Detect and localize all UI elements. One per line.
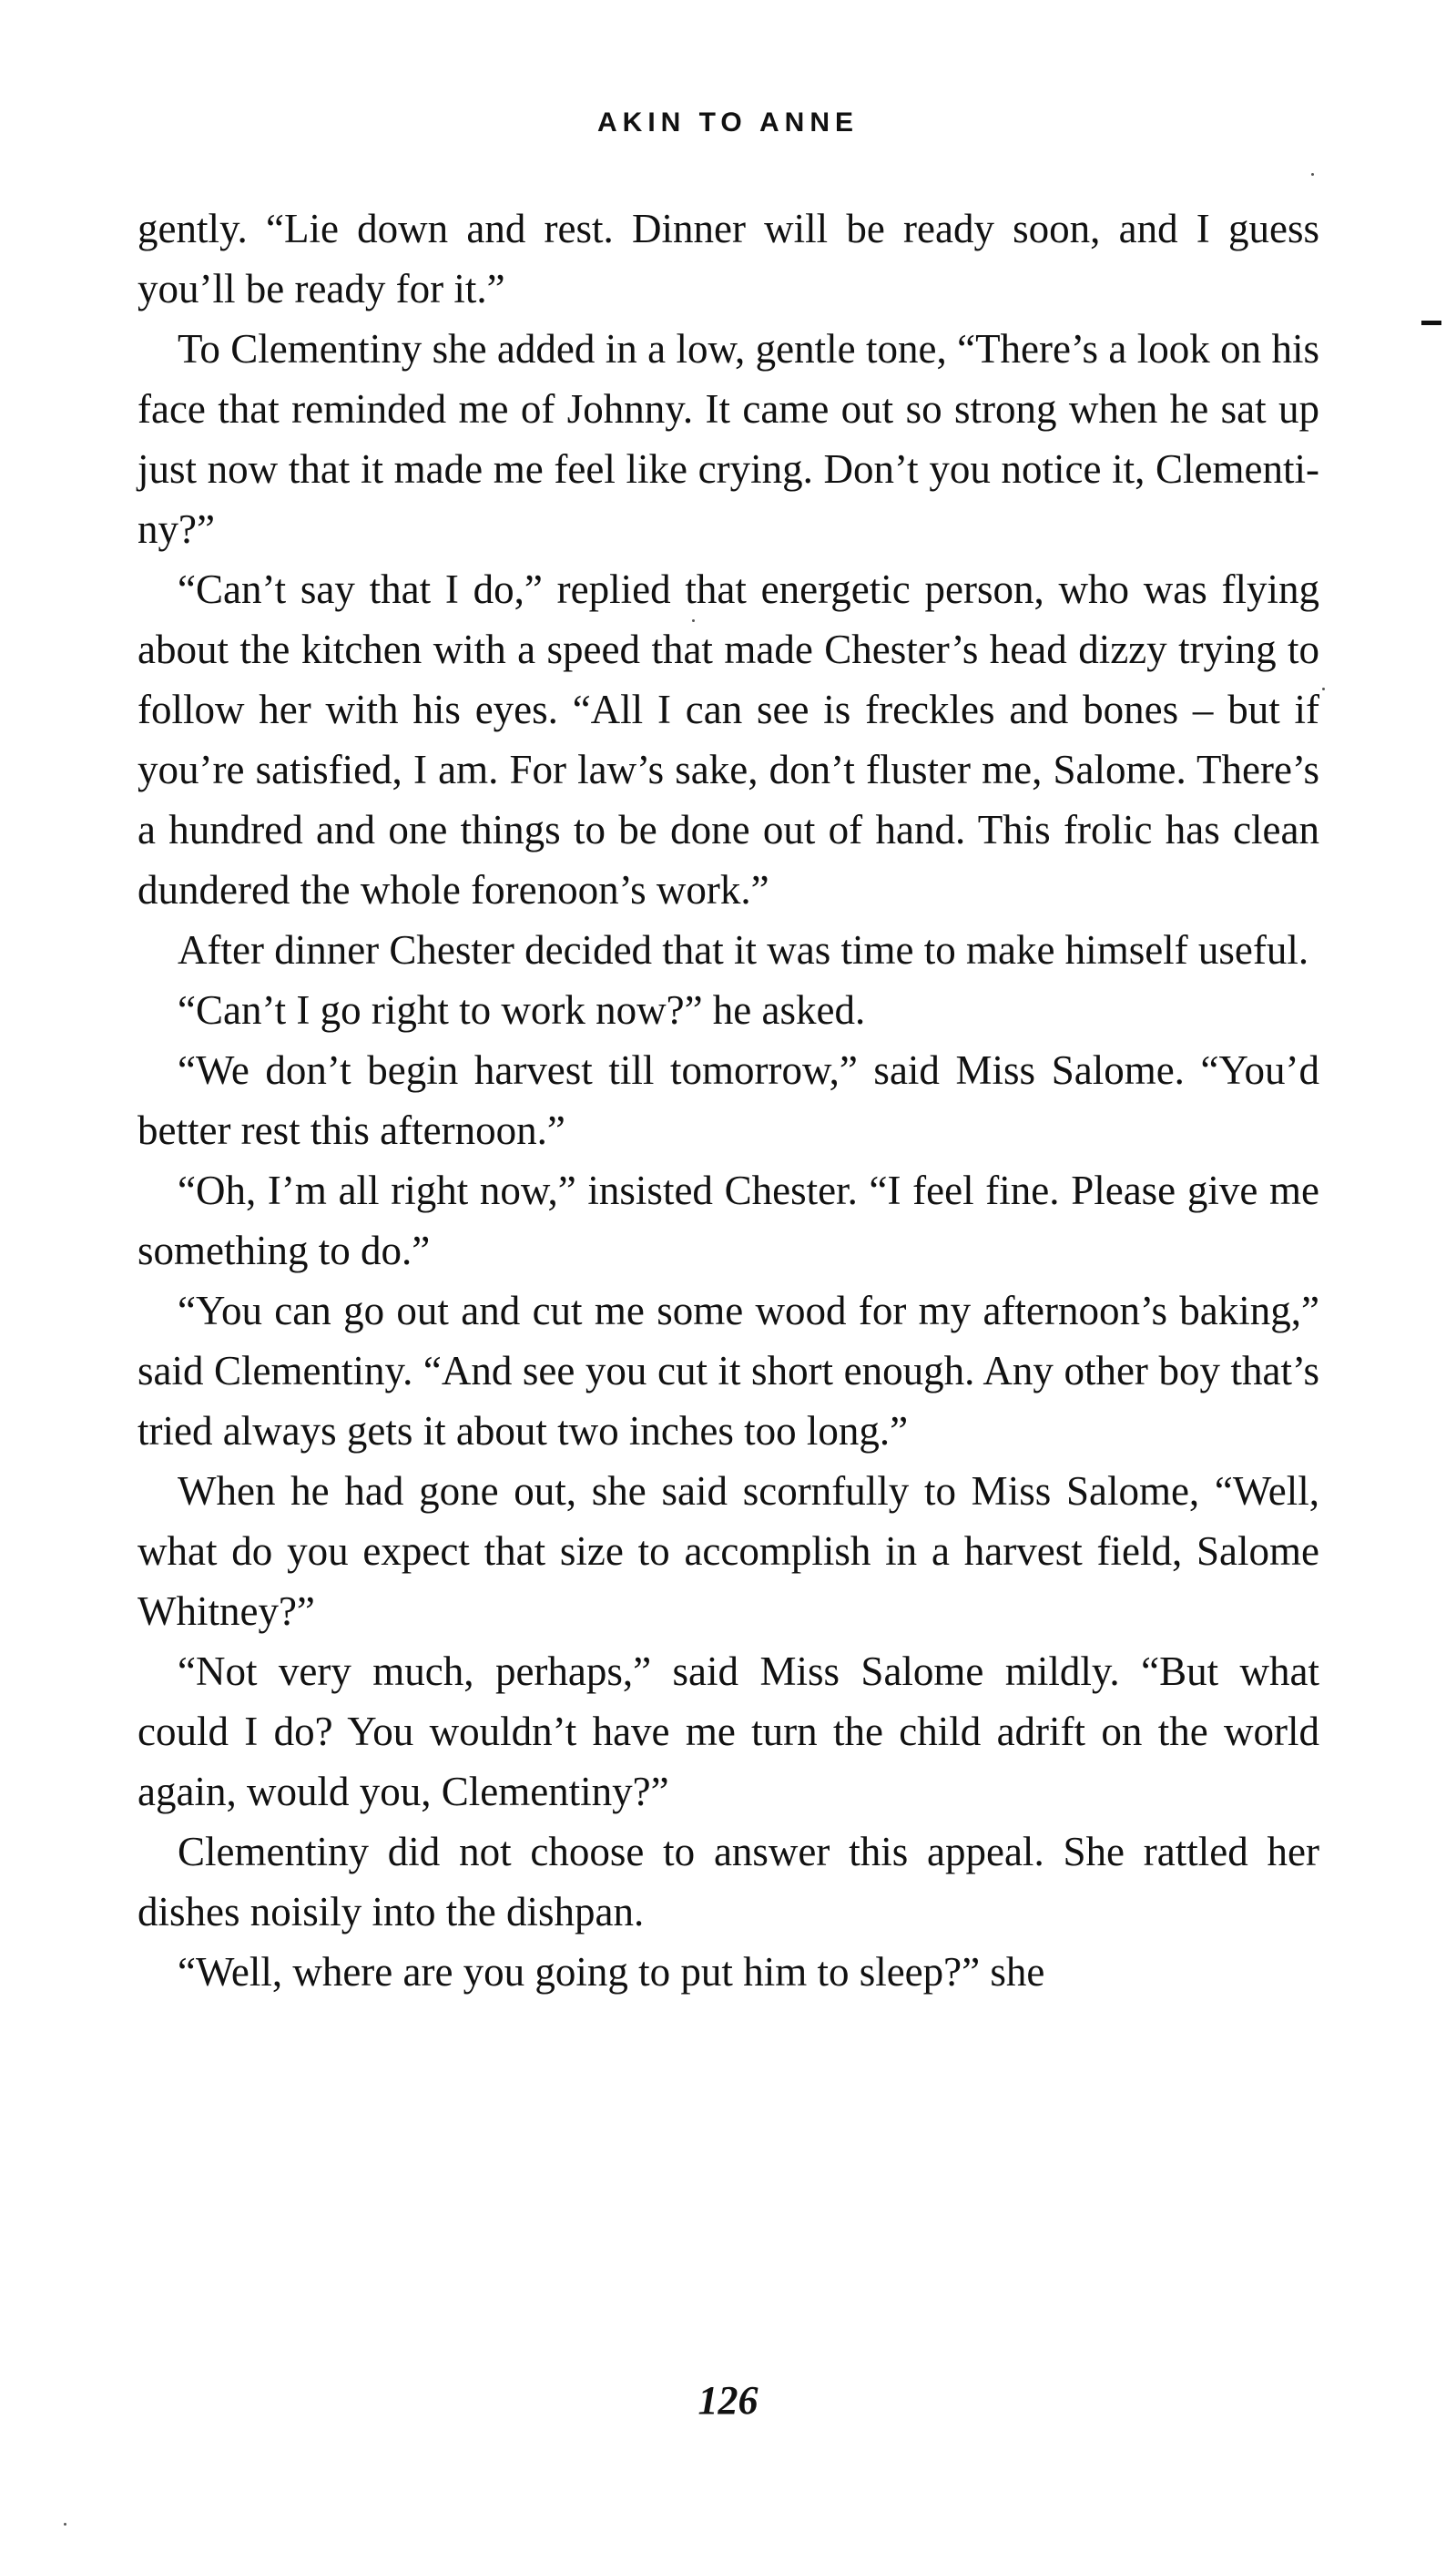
paragraph: “Oh, I’m all right now,” insisted Chester. “I feel fine. Please give me something to do.” bbox=[137, 1168, 1319, 1273]
scan-speck bbox=[1311, 173, 1314, 176]
page-number: 126 bbox=[697, 2378, 759, 2423]
scan-speck bbox=[64, 2523, 66, 2526]
paragraph: Clementiny did not choose to answer this appeal. She rattled her dishes noisily into the dishpan. bbox=[137, 1829, 1319, 1934]
page-body bbox=[137, 199, 1319, 2002]
paragraph: To Clementiny she added in a low, gentle tone, “There’s a look on his face that reminded me of Johnny. It came out so strong when he sat up just now that it made me feel like crying. Don’t you notice it, Clementiny?” bbox=[137, 326, 1319, 552]
paragraph: When he had gone out, she said scornfully to Miss Salome, “Well, what do you expect that size to accomplish in a harvest field, Salome Whitney?” bbox=[137, 1468, 1319, 1634]
paragraph: “Can’t I go right to work now?” he asked. bbox=[178, 987, 866, 1033]
paragraph: After dinner Chester decided that it was time to make himself useful. bbox=[178, 927, 1309, 973]
paragraph: “You can go out and cut me some wood for my afternoon’s baking,” said Clementiny. “And see you cut it short enough. Any other boy that’s tried always gets it about two inches too long.” bbox=[137, 1288, 1319, 1454]
paragraph: “We don’t begin harvest till tomorrow,” said Miss Salome. “You’d better rest this afternoon.” bbox=[137, 1047, 1319, 1153]
paragraph: “Not very much, perhaps,” said Miss Salome mildly. “But what could I do? You wouldn’t have me turn the child adrift on the world again, would you, Clementiny?” bbox=[137, 1648, 1319, 1814]
paragraph: “Can’t say that I do,” replied that energetic person, who was flying about the kitchen with a speed that made Chester’s head dizzy trying to follow her with his eyes. “All I can see is freckles and bones – but if you’re satisfied, I am. For law’s sake, don’t fluster me, Salome. There’s a hundred and one things to be done out of hand. This frolic has clean dundered the whole forenoon’s work.” bbox=[137, 566, 1319, 913]
running-head: AKIN TO ANNE bbox=[596, 107, 859, 138]
scan-speck bbox=[1322, 688, 1325, 690]
paragraph: “Well, where are you going to put him to sleep?” she bbox=[178, 1949, 1045, 1995]
paragraph: gently. “Lie down and rest. Dinner will be ready soon, and I guess you’ll be ready for it.” bbox=[137, 206, 1319, 311]
margin-mark bbox=[1421, 321, 1441, 325]
